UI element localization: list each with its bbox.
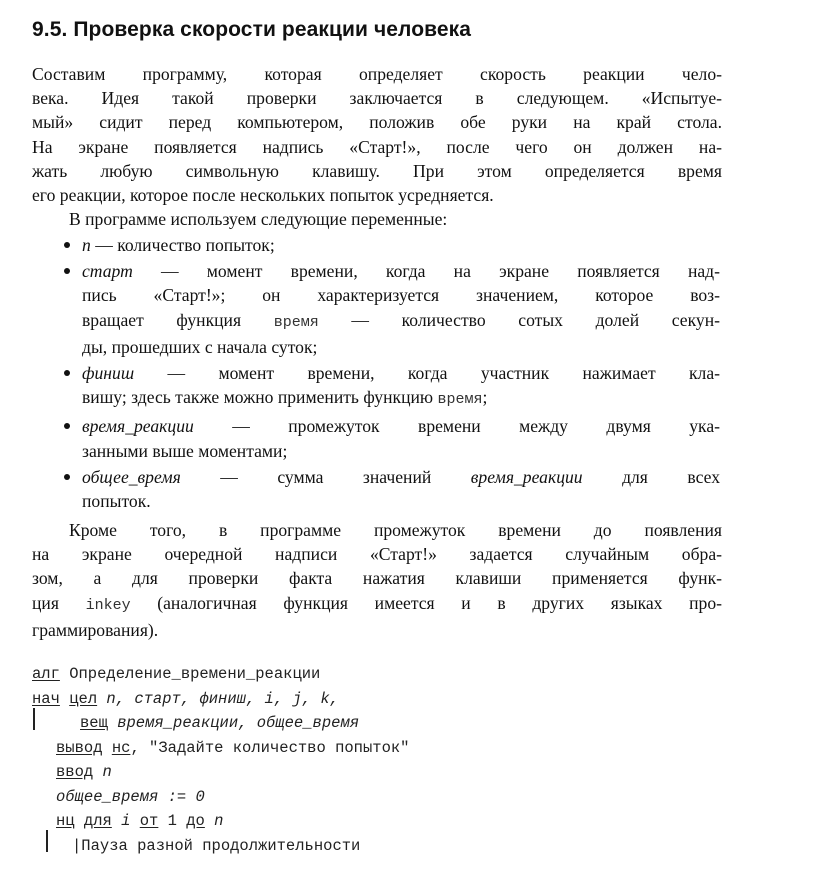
bullet-icon bbox=[64, 370, 70, 376]
code-indent-bar bbox=[46, 830, 48, 852]
code-line: алг Определение_времени_реакции bbox=[32, 665, 321, 683]
bullet-icon bbox=[64, 242, 70, 248]
text-line: его реакции, которое после нескольких попыток усредняется. bbox=[32, 185, 494, 206]
list-item: финиш — момент времени, когда участник нажимает кла- вишу; здесь также можно применить функцию время; bbox=[60, 361, 720, 412]
list-item: n — количество попыток; bbox=[60, 233, 720, 257]
code-line: вывод нс, "Задайте количество попыток" bbox=[56, 738, 410, 757]
text-line: Составим программу, которая определяет скорость реакции чело- bbox=[32, 64, 722, 84]
text-line: века. Идея такой проверки заключается в следующем. «Испытуе- bbox=[32, 88, 722, 109]
code-indent-bar bbox=[33, 708, 35, 730]
bullet-icon bbox=[64, 474, 70, 480]
text-line: жать любую символьную клавишу. При этом определяется время bbox=[32, 160, 722, 181]
bullet-icon bbox=[64, 423, 70, 429]
list-item: старт — момент времени, когда на экране появляется над- пись «Старт!»; он характеризуется значением, которое воз- вращает функция время — количество сотых долей секун- ды, прошедших с начала суток; bbox=[60, 259, 720, 359]
code-line: нц для i от 1 до n bbox=[56, 812, 224, 830]
list-item: время_реакции — промежуток времени между двумя ука- занными выше моментами; bbox=[60, 414, 720, 462]
variables-list bbox=[60, 233, 720, 515]
list-item: общее_время — сумма значений время_реакции для всех попыток. bbox=[60, 465, 720, 513]
outro-paragraph: Кроме того, в программе промежуток времени до появления на экране очередной надписи «Старт!» задается случайным обра- зом, а для проверки факта нажатия клавиши применяется функ- ция inkey (аналогичная функция имеется и в других языках про- граммирования). bbox=[32, 520, 722, 640]
code-line: общее_время := 0 bbox=[56, 787, 205, 806]
intro-paragraph bbox=[32, 62, 722, 207]
algorithm-code bbox=[32, 662, 409, 858]
code-line: вещ время_реакции, общее_время bbox=[80, 714, 360, 732]
text-line: мый» сидит перед компьютером, положив обе руки на край стола. bbox=[32, 112, 722, 133]
section-heading: 9.5. Проверка скорости реакции человека bbox=[32, 18, 472, 41]
text-line: На экране появляется надпись «Старт!», после чего он должен на- bbox=[32, 136, 722, 157]
variables-intro: В программе используем следующие переменные: bbox=[69, 209, 448, 229]
code-line: |Пауза разной продолжительности bbox=[72, 836, 361, 855]
code-line: ввод n bbox=[56, 763, 112, 781]
code-line: нач цел n, старт, финиш, i, j, k, bbox=[32, 689, 339, 708]
bullet-icon bbox=[64, 268, 70, 274]
